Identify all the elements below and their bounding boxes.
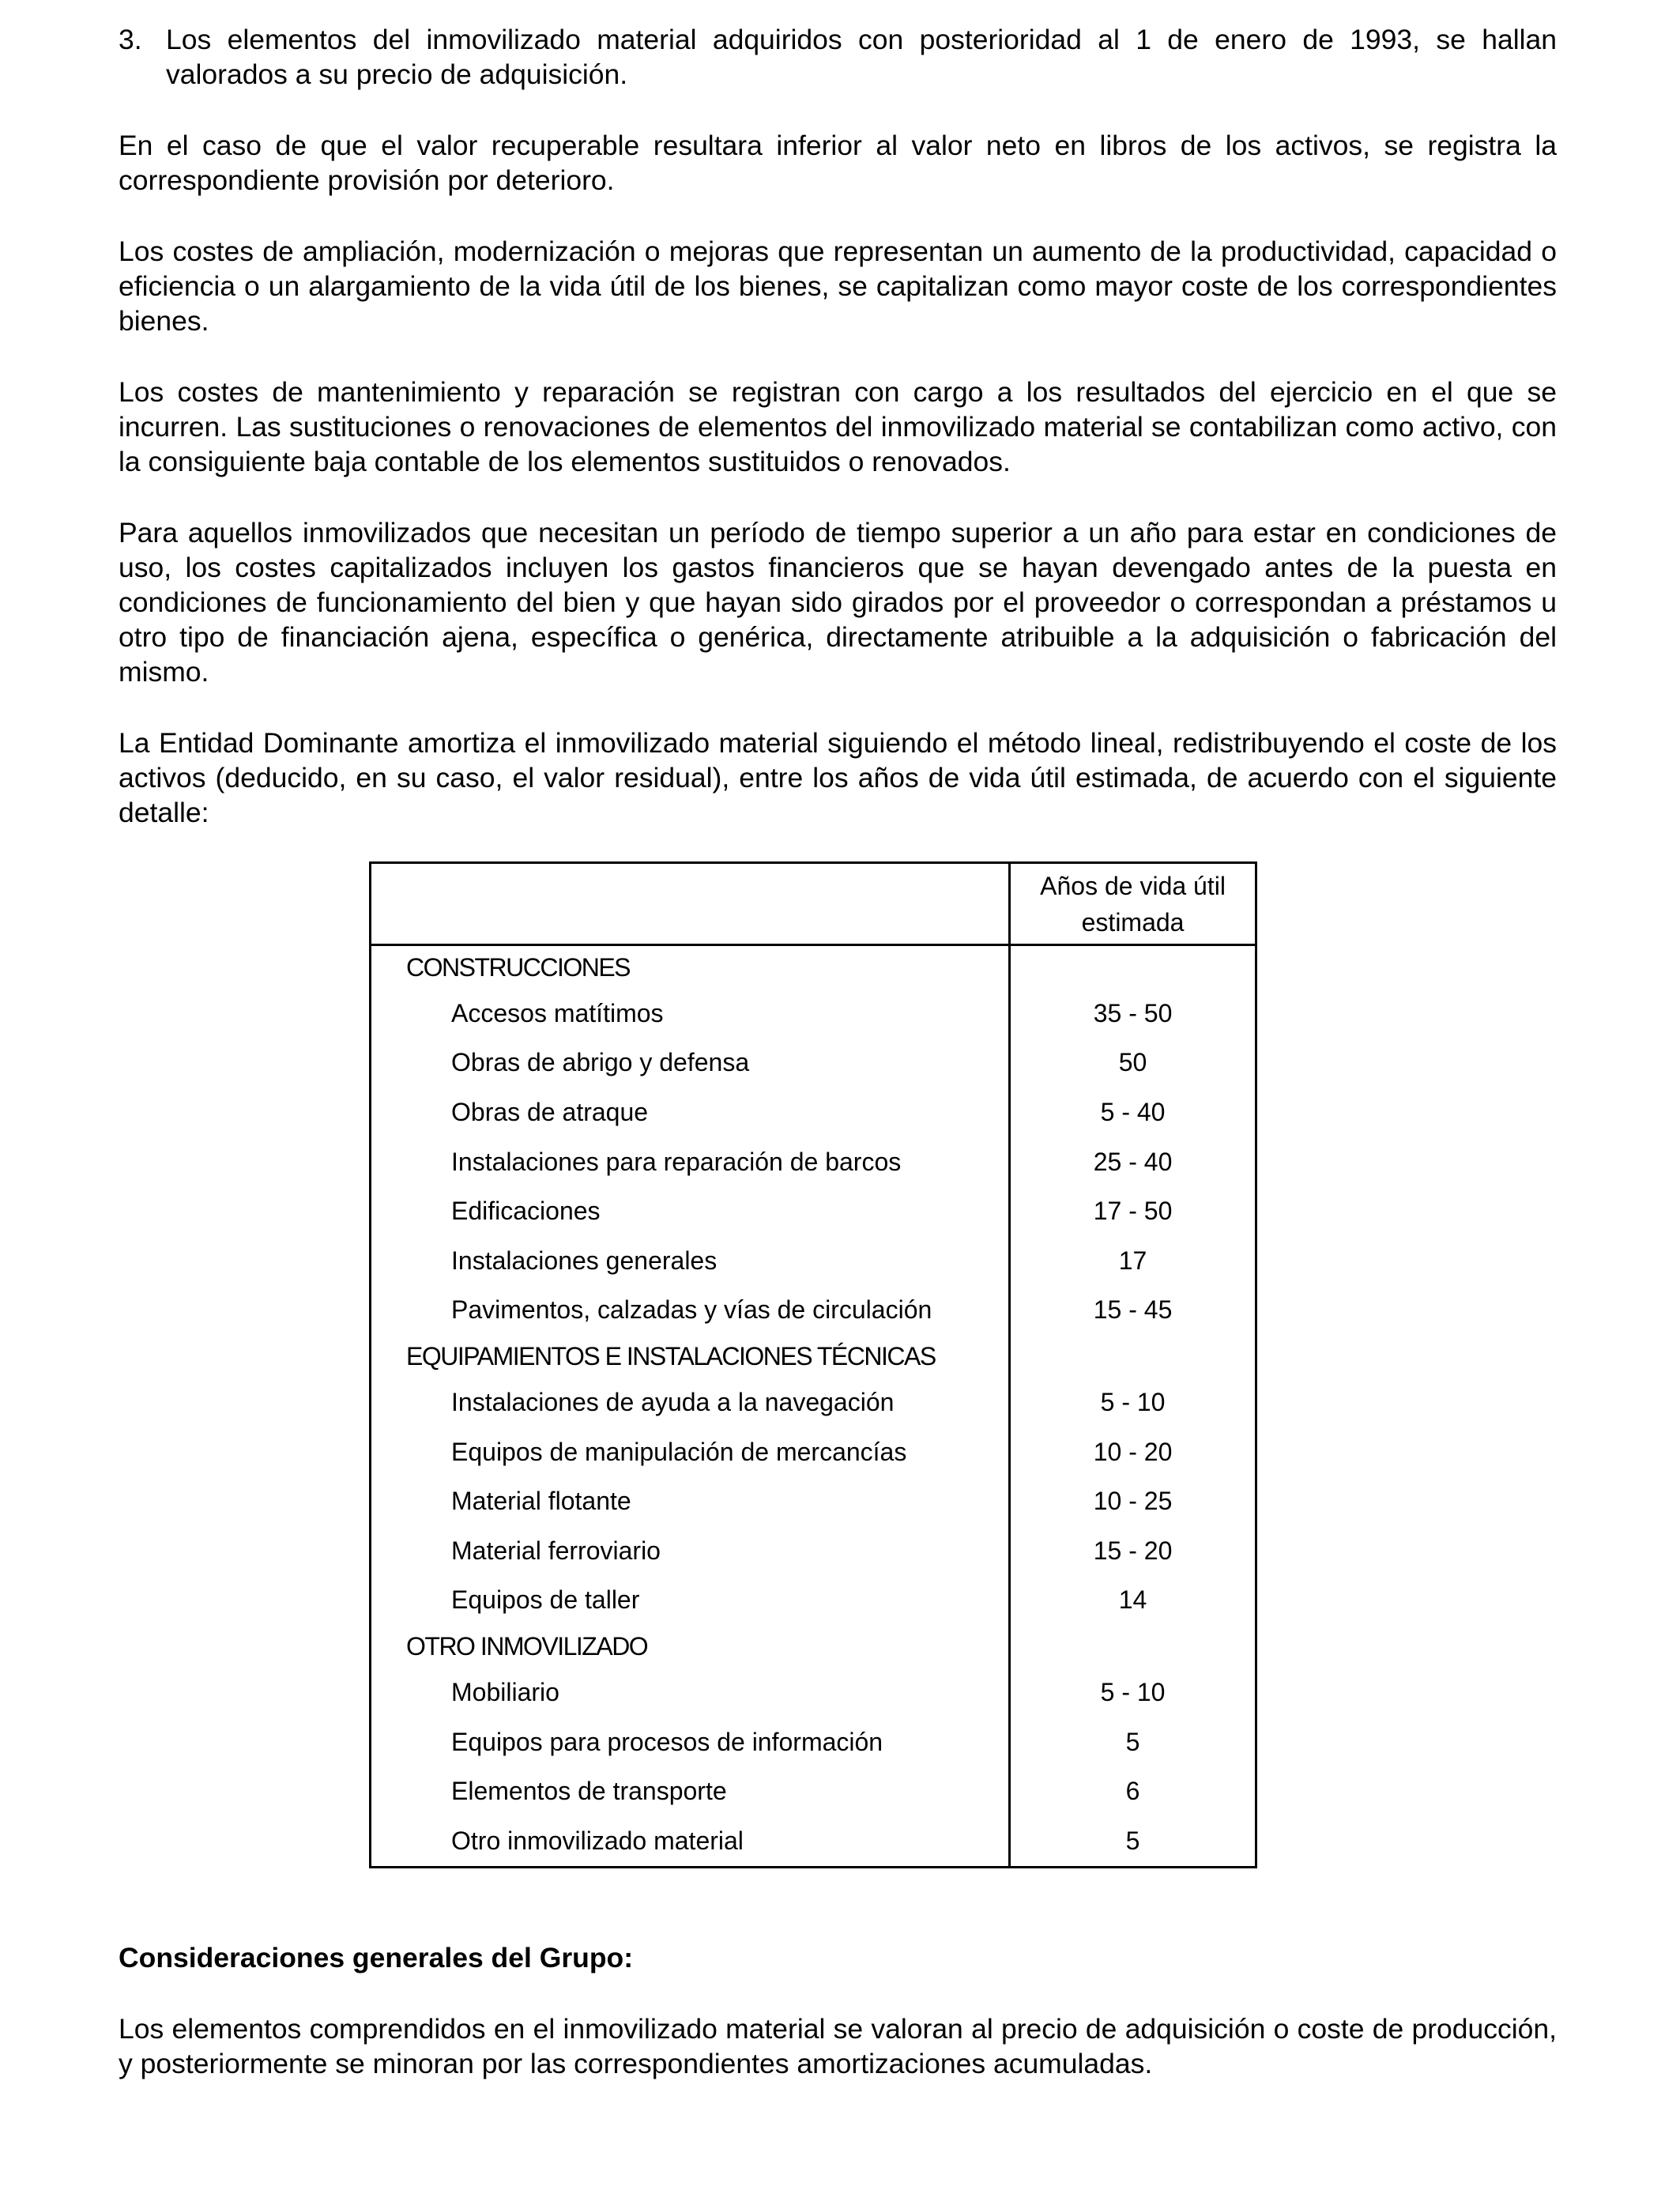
table-row xyxy=(371,989,1256,1039)
row-label: Material ferroviario xyxy=(371,1526,1010,1576)
section-heading: Consideraciones generales del Grupo: xyxy=(119,1942,634,1973)
table-row xyxy=(371,1668,1256,1717)
row-label: Obras de atraque xyxy=(371,1088,1010,1137)
paragraph-valuation: Los elementos comprendidos en el inmovilizado material se valoran al precio de adquisición o coste de producción, y posteriormente se minoran por las correspondientes amortizaciones acumuladas. xyxy=(119,2013,1557,2079)
row-years: 17 - 50 xyxy=(1093,1197,1173,1226)
useful-life-table xyxy=(369,861,1257,1868)
row-label: Equipos para procesos de información xyxy=(371,1717,1010,1767)
group-row-construcciones xyxy=(371,945,1256,990)
row-years: 6 xyxy=(1125,1777,1140,1806)
row-label: Pavimentos, calzadas y vías de circulación xyxy=(371,1286,1010,1336)
row-label: Instalaciones generales xyxy=(371,1236,1010,1286)
paragraph-depreciation-method: La Entidad Dominante amortiza el inmovilizado material siguiendo el método lineal, redistribuyendo el coste de los activos (deducido, en su caso, el valor residual), entre los años de vida útil estimada, de acuerdo con el siguiente detalle: xyxy=(119,727,1557,828)
row-years: 50 xyxy=(1118,1048,1147,1077)
row-label: Otro inmovilizado material xyxy=(371,1816,1010,1867)
row-label: Edificaciones xyxy=(371,1186,1010,1236)
paragraph-maintenance-costs: Los costes de mantenimiento y reparación se registran con cargo a los resultados del ejercicio en el que se incurren. Las sustituciones o renovaciones de elementos del inmovilizado material se contabilizan como activo, con la consiguiente baja contable de los elementos sustituidos o renovados. xyxy=(119,376,1557,477)
row-label: Equipos de taller xyxy=(371,1576,1010,1626)
row-label: Mobiliario xyxy=(371,1668,1010,1717)
group-label: OTRO INMOVILIZADO xyxy=(371,1625,1010,1668)
header-years-line1: Años de vida útil xyxy=(1040,871,1226,900)
table-row xyxy=(371,1186,1256,1236)
row-years: 15 - 45 xyxy=(1093,1295,1173,1325)
group-label: EQUIPAMIENTOS E INSTALACIONES TÉCNICAS xyxy=(371,1335,1010,1378)
table-row xyxy=(371,1816,1256,1867)
list-item-number: 3. xyxy=(119,24,142,55)
header-empty-cell xyxy=(371,863,1010,945)
row-label: Accesos matítimos xyxy=(371,989,1010,1039)
list-item-3 xyxy=(119,22,1557,92)
row-years: 5 xyxy=(1125,1727,1140,1756)
row-label: Instalaciones para reparación de barcos xyxy=(371,1137,1010,1187)
table-row xyxy=(371,1526,1256,1576)
table-row xyxy=(371,1236,1256,1286)
table-row xyxy=(371,1286,1256,1336)
row-years: 15 - 20 xyxy=(1093,1536,1173,1565)
row-years: 35 - 50 xyxy=(1093,998,1173,1027)
header-years-cell xyxy=(1010,863,1256,945)
row-label: Elementos de transporte xyxy=(371,1766,1010,1816)
row-years: 5 - 10 xyxy=(1100,1387,1166,1416)
row-years: 10 - 25 xyxy=(1093,1487,1173,1516)
group-row-equipamientos xyxy=(371,1335,1256,1378)
group-row-otro-inmovilizado xyxy=(371,1625,1256,1668)
row-label: Equipos de manipulación de mercancías xyxy=(371,1427,1010,1477)
row-years: 5 - 40 xyxy=(1100,1097,1166,1126)
row-years: 5 xyxy=(1125,1826,1140,1855)
table-row xyxy=(371,1476,1256,1526)
table-row xyxy=(371,1039,1256,1088)
row-years: 5 - 10 xyxy=(1100,1677,1166,1706)
paragraph-financial-costs: Para aquellos inmovilizados que necesitan un período de tiempo superior a un año para estar en condiciones de uso, los costes capitalizados incluyen los gastos financieros que se hayan devengado antes de la puesta en condiciones de funcionamiento del bien y que hayan sido girados por el proveedor o correspondan a préstamos u otro tipo de financiación ajena, específica o genérica, directamente atribuible a la adquisición o fabricación del mismo. xyxy=(119,517,1557,688)
considerations-section xyxy=(119,1940,1557,2117)
row-years: 10 - 20 xyxy=(1093,1437,1173,1466)
table-row xyxy=(371,1137,1256,1187)
intro-section xyxy=(119,22,1557,866)
table-row xyxy=(371,1717,1256,1767)
row-label: Instalaciones de ayuda a la navegación xyxy=(371,1378,1010,1427)
row-years: 14 xyxy=(1118,1585,1147,1615)
row-label: Obras de abrigo y defensa xyxy=(371,1039,1010,1088)
header-years-line2: estimada xyxy=(1081,907,1185,937)
table-row xyxy=(371,1766,1256,1816)
row-years: 25 - 40 xyxy=(1093,1147,1173,1176)
row-years: 17 xyxy=(1118,1246,1147,1275)
table-header-row xyxy=(371,863,1256,945)
table-row xyxy=(371,1576,1256,1626)
list-item-text: Los elementos del inmovilizado material adquiridos con posterioridad al 1 de enero de 1993, se hallan valorados a su precio de adquisición. xyxy=(166,24,1557,90)
paragraph-expansion-costs: Los costes de ampliación, modernización o mejoras que representan un aumento de la productividad, capacidad o eficiencia o un alargamiento de la vida útil de los bienes, se capitalizan como mayor coste de los correspondientes bienes. xyxy=(119,236,1557,337)
table-row xyxy=(371,1088,1256,1137)
paragraph-impairment: En el caso de que el valor recuperable resultara inferior al valor neto en libros de los activos, se registra la correspondiente provisión por deterioro. xyxy=(119,130,1557,196)
table-row xyxy=(371,1427,1256,1477)
table-row xyxy=(371,1378,1256,1427)
group-label: CONSTRUCCIONES xyxy=(371,945,1010,990)
row-label: Material flotante xyxy=(371,1476,1010,1526)
